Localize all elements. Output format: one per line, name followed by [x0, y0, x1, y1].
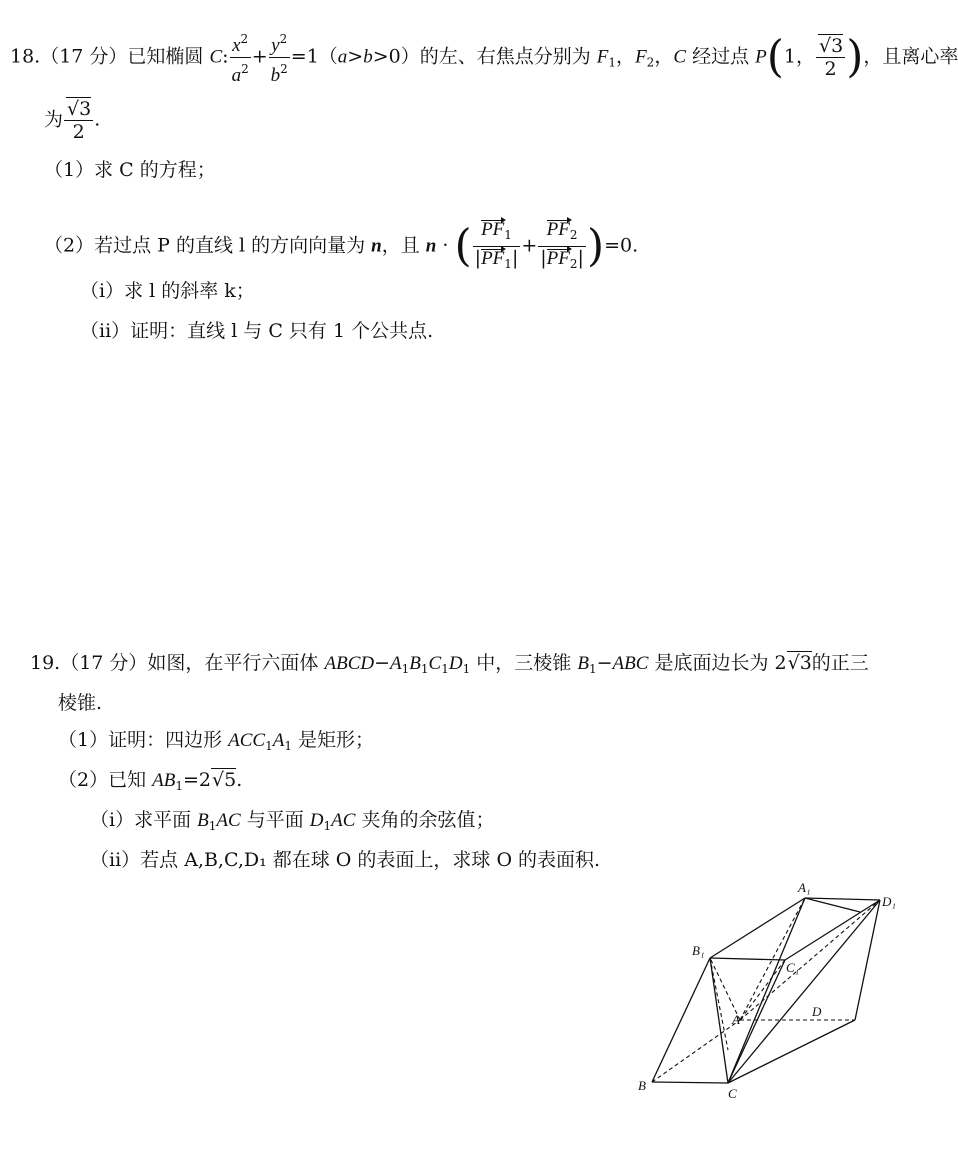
q18-head: 18.（17 分）已知椭圆	[10, 45, 204, 68]
label-D1: D₁	[882, 894, 896, 909]
q19-part2: （2）已知 $AB_1=2√5$.	[58, 769, 243, 793]
q18-sub-ii: （ii）证明：直线 l 与 C 只有 1 个公共点.	[80, 320, 434, 342]
q19-part1: （1）证明：四边形 $ACC_1A_1$ 是矩形；	[58, 729, 375, 753]
q18-tail: ，且离心率	[863, 45, 958, 68]
q18-line1: 18.（17 分）已知椭圆 C: $\frac{x^2}{a^2}$ + $\frac{y^2}{b^2}$ =1（a>b>0）的左、右焦点分别为 $F_1$，$F_2$，C 经过点 P(1， $\frac{√3}{2}$ )，且离心率	[10, 28, 958, 87]
q19-line1: 19.（17 分）如图，在平行六面体 $ABCD-A_1B_1C_1D_1$ 中，三棱锥 $B_1-ABC$ 是底面边长为 2√3的正三	[30, 652, 869, 676]
q18-sub-i: （i）求 l 的斜率 k；	[80, 280, 255, 302]
label-B1: B₁	[692, 943, 705, 958]
q19-line1-b: 中，三棱锥	[476, 652, 572, 674]
label-A: A	[732, 1012, 740, 1027]
q19-sub-i-a: （i）求平面	[90, 809, 192, 831]
label-D: D	[812, 1004, 822, 1019]
q19-sub-i-b: 与平面	[246, 809, 304, 831]
q19-part1-label: （1）证明：四边形	[58, 729, 223, 751]
q19-part1-tail: 是矩形；	[298, 729, 375, 751]
q19-line1-a: 19.（17 分）如图，在平行六面体	[30, 652, 319, 674]
q19-line2: 棱锥.	[58, 692, 103, 714]
q19-line1-c: 是底面边长为	[654, 652, 769, 674]
q19-line1-d: 的正三	[811, 652, 869, 674]
q19-sub-ii: （ii）若点 A,B,C,D₁ 都在球 O 的表面上，求球 O 的表面积.	[90, 849, 601, 871]
q18-part1: （1）求 C 的方程；	[44, 159, 216, 181]
label-A1: A₁	[798, 880, 811, 895]
label-C1: C₁	[786, 960, 800, 975]
q18-line2-prefix: 为	[44, 108, 64, 131]
q18-line2: 为 $\frac{√3}{2}$ .	[44, 98, 101, 143]
q18-passes: 经过点	[692, 45, 750, 68]
q19-part2-label: （2）已知	[58, 769, 147, 791]
q18-part2-prefix: （2）若过点 P 的直线 l 的方向向量为	[44, 234, 366, 257]
q19-sub-i: （i）求平面 $B_1AC$ 与平面 $D_1AC$ 夹角的余弦值；	[90, 809, 495, 833]
q18-part2: （2）若过点 P 的直线 l 的方向向量为 n，且 n · ( $\frac{PF_1}{|PF_1|}$ + $\frac{PF_2}{|PF_2|}$ )=0.	[44, 219, 639, 272]
q18-mid: 的左、右焦点分别为	[419, 45, 591, 68]
label-B: B	[638, 1078, 646, 1093]
q19-sub-i-c: 夹角的余弦值；	[361, 809, 495, 831]
q18-part2-mid: ，且	[381, 234, 420, 257]
label-C: C	[728, 1086, 737, 1101]
